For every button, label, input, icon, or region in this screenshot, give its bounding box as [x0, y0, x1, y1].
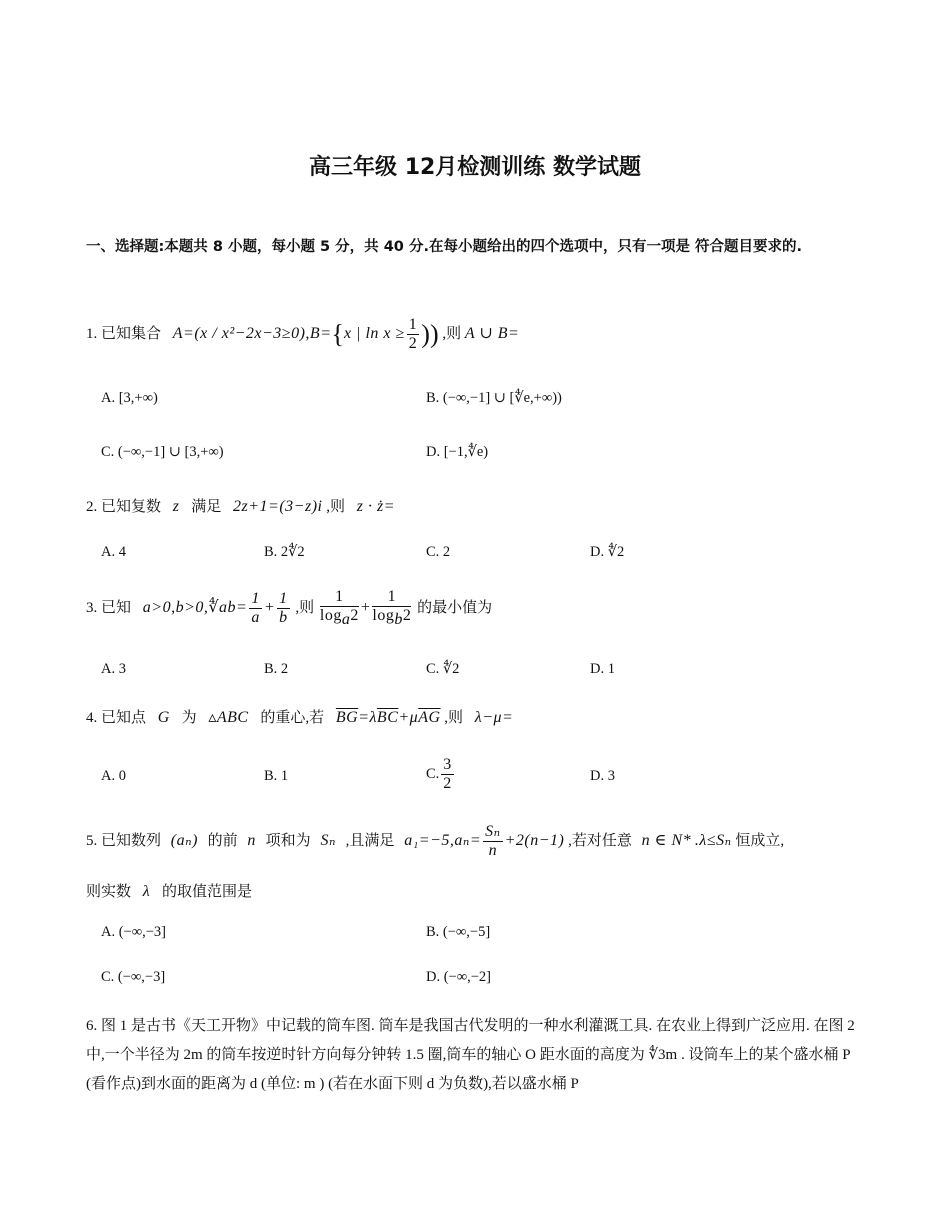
q2-ask: z · ż= — [356, 498, 395, 515]
q4-option-b[interactable]: B. 1 — [264, 768, 289, 784]
q5-mid4: ,若对任意 — [568, 832, 632, 849]
q3-option-c[interactable]: C. ∜2 — [426, 661, 460, 677]
q4-lead: 4. 已知点 — [86, 710, 147, 726]
q1-option-b[interactable]: B. (−∞,−1] ∪ [∜e,+∞)) — [426, 390, 562, 406]
q5-option-d[interactable]: D. (−∞,−2] — [426, 969, 491, 985]
question-5-line-2 — [86, 880, 252, 901]
q2-option-a[interactable]: A. 4 — [101, 544, 126, 560]
q1-half-fraction: $\frac{1}{2}$ — [408, 316, 418, 352]
q3-option-d[interactable]: D. 1 — [590, 661, 615, 677]
q2-lead: 2. 已知复数 — [86, 499, 162, 515]
question-2 — [86, 495, 395, 516]
q5-lambda: λ — [142, 883, 151, 900]
q3-option-a[interactable]: A. 3 — [101, 661, 126, 677]
q4-vector-bg: $\overline{BG}$ — [335, 709, 359, 726]
q2-option-b[interactable]: B. 2∜2 — [264, 544, 305, 560]
q3-option-b[interactable]: B. 2 — [264, 661, 289, 677]
q4-eq: =λ — [358, 709, 377, 726]
question-1: 1. 已知集合 A=(x / x²−2x−3≥0),B={x | ln x ≥ $\frac{1}{2}$ )) ,则 A ∪ B= — [86, 316, 520, 352]
q2-option-d[interactable]: D. ∜2 — [590, 544, 625, 560]
q1-option-a[interactable]: A. [3,+∞) — [101, 390, 158, 406]
q4-option-c-label: C. — [426, 765, 440, 782]
q5-condition-4: .λ≤Sₙ — [694, 831, 732, 849]
q3-fraction-log-a: $\frac{1}{\log_a2}$ — [319, 588, 359, 629]
q4-tail: ,则 — [444, 710, 464, 726]
q1-option-d[interactable]: D. [−1,∜e) — [426, 444, 489, 460]
q4-g: G — [157, 709, 170, 726]
q4-triangle: ▵ABC — [208, 709, 249, 726]
q5-line2b: 的取值范围是 — [161, 884, 252, 900]
q2-equation: 2z+1=(3−z)i — [233, 498, 323, 515]
q4-mid1: 为 — [181, 710, 197, 726]
q3-tail: ,则 — [295, 600, 315, 617]
q3-lead: 3. 已知 — [86, 600, 132, 617]
q3-condition: a>0,b>0,∜ab= — [142, 599, 248, 617]
q5-mid2: 项和为 — [265, 832, 311, 849]
q5-end: 恒成立, — [735, 832, 785, 849]
q5-fraction: $\frac{\text{Sₙ}}{n}$ — [485, 823, 501, 859]
q5-option-c[interactable]: C. (−∞,−3] — [101, 969, 166, 985]
q1-tail: ,则 — [442, 325, 462, 342]
q5-option-b[interactable]: B. (−∞,−5] — [426, 924, 491, 940]
q5-condition-2: +2(n−1) — [504, 831, 565, 849]
q5-condition-1: a₁=−5,aₙ= — [404, 831, 482, 849]
q4-vector-bc: $\overline{BC}$ — [376, 709, 399, 726]
question-5 — [86, 823, 784, 860]
q4-ask: λ−μ= — [474, 709, 514, 726]
q5-sequence: (aₙ) — [170, 831, 198, 849]
question-3: 3. 已知 a>0,b>0,∜ab= $\frac{1}{a}$ + $\frac{1}{b}$ ,则 $\frac{1}{\log_a2}$ + $\frac{1}{\log_b2}$ 的最小值为 — [86, 588, 493, 629]
q3-fraction-log-b: $\frac{1}{\log_b2}$ — [372, 588, 412, 629]
q5-sn: Sₙ — [320, 831, 336, 849]
q3-plus: + — [263, 599, 276, 617]
q5-mid3: ,且满足 — [345, 832, 395, 849]
q1-option-c[interactable]: C. (−∞,−1] ∪ [3,+∞) — [101, 444, 224, 460]
q2-option-c[interactable]: C. 2 — [426, 544, 451, 560]
q3-fraction-1a: $\frac{1}{a}$ — [251, 590, 260, 627]
q5-condition-3: n ∈ N* — [641, 831, 692, 849]
question-6: 6. 图 1 是古书《天工开物》中记载的筒车图. 筒车是我国古代发明的一种水利灌溉工具. 在农业上得到广泛应用. 在图 2 中,一个半径为 2m 的筒车按逆时针方向每分钟转 1.5 圈,筒车的轴心 O 距水面的高度为 ∜3m . 设筒车上的某个盛水桶 P (看作点)到水面的距离为 d (单位: m ) (若在水面下则 d 为负数),若以盛水桶 P — [86, 1018, 855, 1092]
q4-option-a[interactable]: A. 0 — [101, 768, 126, 784]
q4-mid2: 的重心,若 — [260, 710, 325, 726]
q5-option-a[interactable]: A. (−∞,−3] — [101, 924, 166, 940]
q3-fraction-1b: $\frac{1}{b}$ — [279, 590, 288, 627]
page-title: 高三年级 12月检测训练 数学试题 — [309, 155, 641, 180]
question-4 — [86, 706, 513, 727]
q5-lead: 5. 已知数列 — [86, 832, 162, 849]
q3-end: 的最小值为 — [417, 600, 493, 617]
q4-option-c[interactable] — [426, 756, 456, 793]
q4-option-d[interactable]: D. 3 — [590, 768, 615, 784]
q4-plus: +μ — [398, 709, 419, 726]
q1-lead: 1. 已知集合 — [86, 325, 162, 342]
q1-ask: A ∪ B= — [464, 324, 520, 342]
q4-vector-ag: $\overline{AG}$ — [418, 709, 441, 726]
q2-tail: ,则 — [326, 499, 345, 515]
q2-mid: 满足 — [191, 499, 222, 515]
q4-option-c-fraction: $\frac{3}{2}$ — [443, 756, 452, 792]
q5-line2a: 则实数 — [86, 884, 132, 900]
q1-set-b: x | ln x ≥ — [343, 324, 405, 342]
q1-set-a: A=(x / x²−2x−3≥0),B= — [172, 324, 332, 342]
q5-mid1: 的前 — [207, 832, 238, 849]
q5-n: n — [247, 831, 256, 849]
q2-z: z — [172, 498, 180, 515]
section-heading: 一、选择题:本题共 8 小题，每小题 5 分，共 40 分.在每小题给出的四个选项中，只有一项是 符合题目要求的. — [86, 239, 803, 255]
